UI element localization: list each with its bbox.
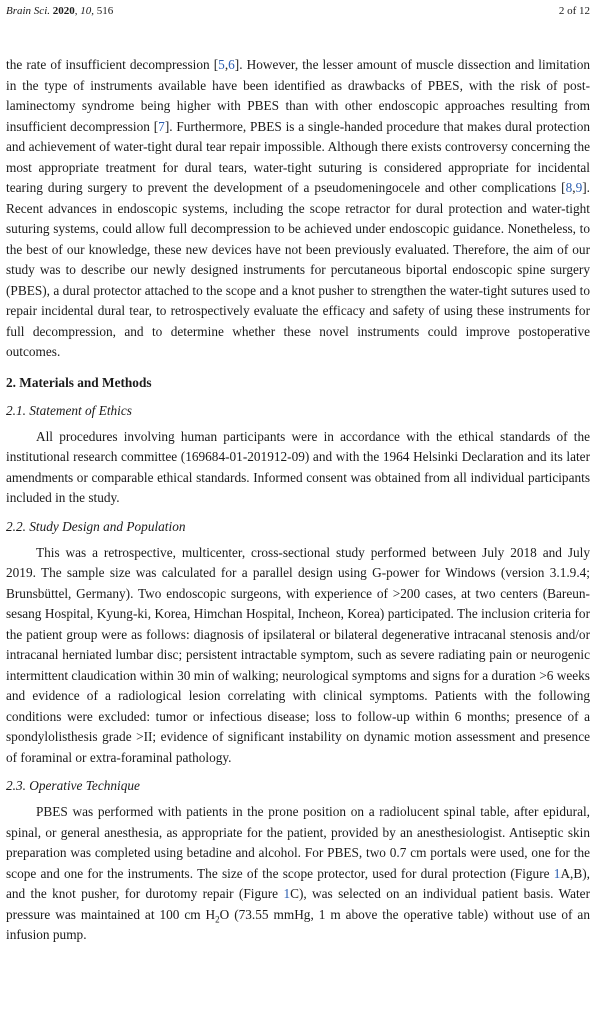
figure-link[interactable]: 1 [553,865,561,881]
section-heading-methods: 2. Materials and Methods [6,374,152,390]
subscript: 2 [215,914,220,925]
citation-link[interactable]: 8 [565,180,573,195]
subsection-heading-ethics: 2.1. Statement of Ethics [6,402,132,418]
citation-link[interactable]: 6 [228,57,235,72]
intro-paragraph: the rate of insufficient decompression [5,6]. However, the lesser amount of muscle dissection and limitation in the type of instruments available have been identified as drawbacks of PBES, with the risk of post-laminectomy syndrome being higher with PBES than with other endoscopic approaches resulting from insufficient decompression [7]. Furthermore, PBES is a single-handed procedure that makes dural protection and achievement of water-tight dural tear repair impossible. Although there exists controversy concerning the most appropriate treatment for dural tears, water-tight suturing is considered appropriate for incidental tearing during surgery to prevent the development of a pseudomeningocele and other complications [8,9]. Recent advances in endoscopic systems, including the scope retractor for dural protection and water-tight suturing systems, could allow full decompression to be achieved under endoscopic guidance. Nonetheless, to the best of our knowledge, these new devices have not been previously evaluated. Therefore, the aim of our study was to describe our newly designed instruments for percutaneous biportal endoscopic spine surgery (PBES), a dural protector attached to the scope and a knot pusher to strengthen the water-tight sutures used to repair incidental dural tear, to retrospectively evaluate the efficacy and safety of using these instruments for full decompression, and to determine whether these novel instruments could improve postoperative outcomes. [6,57,591,359]
page-number: 2 of 12 [558,5,590,17]
journal-volume: 10 [80,5,92,17]
header-sep-1: , [74,5,81,17]
citation-link[interactable]: 9 [575,180,583,195]
design-paragraph: This was a retrospective, multicenter, cross-sectional study performed between July 2018 and July 2019. The sample size was calculated for a parallel design using G-power for Windows (version 3.1.9.4; Brunsbüttel, Germany). Two endoscopic surgeons, with experience of >200 cases, at two centers (Bareun-sesang Hospital, Kyung-ki, Korea, Himchan Hospital, Incheon, Korea) participated. The inclusion criteria for the patient group were as follows: diagnosis of ipsilateral or bilateral degenerative intracanal stenosis and/or intracanal herniated lumbar disc; persistent intractable symptom, such as severe radiating pain or neurogenic intermittent claudication within 30 min of walking; neurological symptoms and signs for a duration >6 weeks and evidence of a radiological lesion correlating with clinical symptoms. Patients with the following conditions were excluded: tumor or infectious disease; loss to follow-up within 6 months; presence of a spondylolisthesis grade >II; evidence of significant instability on dynamic motion assessment and presence of foraminal or extra-foraminal pathology. [6,544,590,765]
figure-link[interactable]: 1 [283,886,291,901]
subsection-heading-design: 2.2. Study Design and Population [6,518,186,534]
article-body [6,55,590,946]
article-number: 516 [96,5,114,17]
ethics-paragraph: All procedures involving human participants were in accordance with the ethical standards of the institutional research committee (169684-01-201912-09) and with the 1964 Helsinki Declaration and its later amendments or comparable ethical standards. Informed consent was obtained from all individual participants included in the study. [6,428,590,505]
header-sep-2: , [91,5,97,17]
citation-link[interactable]: 7 [158,118,165,134]
technique-paragraph: PBES was performed with patients in the prone position on a radiolucent spinal table, after epidural, spinal, or general anesthesia, as appropriate for the patient, provided by an anesthesiologist. Antiseptic skin preparation was completed using betadine and alcohol. For PBES, two 0.7 cm portals were used, one for the scope and one for the instruments. The size of the scope protector, used for dural protection (Figure 1A,B), and the knot pusher, for durotomy repair (Figure 1C), was selected on an individual patient basis. Water pressure was maintained at 100 cm $H_2O$ (73.55 mmHg, 1 m above the operative table) without use of an infusion pump. [6,804,590,942]
journal-year: 2020 [52,5,75,17]
subsection-heading-technique: 2.3. Operative Technique [6,778,140,793]
citation-link[interactable]: 5 [218,57,225,72]
journal-name: Brain Sci. [6,5,50,17]
running-header [6,3,590,19]
